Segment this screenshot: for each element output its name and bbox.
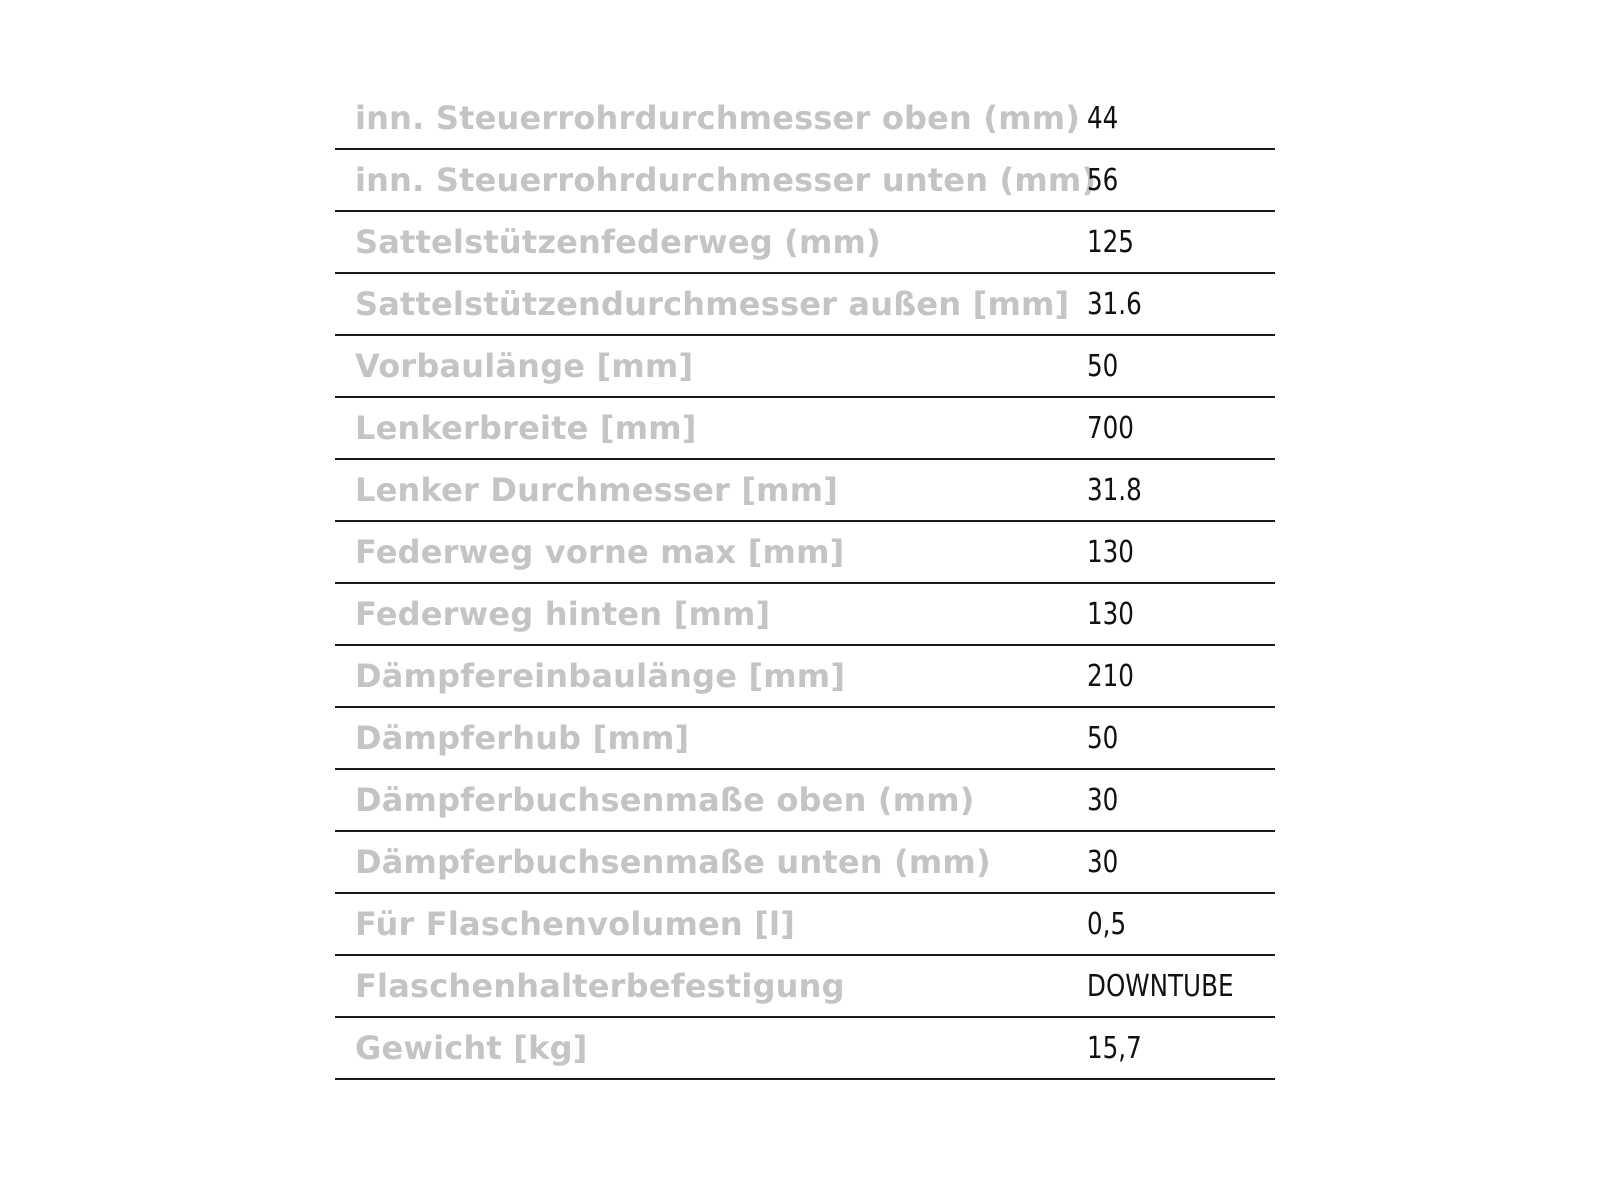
spec-label: Dämpferbuchsenmaße unten (mm): [355, 843, 991, 881]
spec-label: Federweg hinten [mm]: [355, 595, 771, 633]
spec-value: 700: [1087, 410, 1134, 446]
spec-row: [335, 460, 1275, 522]
spec-row: [335, 1018, 1275, 1080]
spec-value: 210: [1087, 658, 1134, 694]
spec-value: 30: [1087, 782, 1119, 818]
spec-label: Federweg vorne max [mm]: [355, 533, 845, 571]
spec-row: [335, 708, 1275, 770]
spec-value: 130: [1087, 534, 1134, 570]
spec-value: 50: [1087, 720, 1119, 756]
spec-row: [335, 398, 1275, 460]
spec-value: 15,7: [1087, 1030, 1142, 1066]
spec-label: Lenkerbreite [mm]: [355, 409, 697, 447]
spec-row: [335, 336, 1275, 398]
spec-row: [335, 150, 1275, 212]
spec-row: [335, 832, 1275, 894]
spec-label: Lenker Durchmesser [mm]: [355, 471, 839, 509]
spec-label: Flaschenhalterbefestigung: [355, 967, 845, 1005]
spec-value: 50: [1087, 348, 1119, 384]
spec-value: 30: [1087, 844, 1119, 880]
spec-label: Für Flaschenvolumen [l]: [355, 905, 796, 943]
spec-label: Sattelstützenfederweg (mm): [355, 223, 881, 261]
spec-value: 31.6: [1087, 286, 1142, 322]
spec-value: 130: [1087, 596, 1134, 632]
spec-value: 125: [1087, 224, 1134, 260]
spec-row: [335, 212, 1275, 274]
spec-value: DOWNTUBE: [1087, 968, 1234, 1004]
spec-label: inn. Steuerrohrdurchmesser unten (mm): [355, 161, 1097, 199]
spec-row: [335, 522, 1275, 584]
spec-row: [335, 646, 1275, 708]
spec-row: [335, 584, 1275, 646]
spec-label: Dämpfereinbaulänge [mm]: [355, 657, 846, 695]
spec-row: [335, 770, 1275, 832]
spec-label: Dämpferbuchsenmaße oben (mm): [355, 781, 975, 819]
spec-label: Vorbaulänge [mm]: [355, 347, 694, 385]
spec-label: Dämpferhub [mm]: [355, 719, 690, 757]
spec-row: [335, 274, 1275, 336]
spec-label: Sattelstützendurchmesser außen [mm]: [355, 285, 1070, 323]
spec-row: [335, 956, 1275, 1018]
spec-label: inn. Steuerrohrdurchmesser oben (mm): [355, 99, 1081, 137]
spec-row: [335, 894, 1275, 956]
spec-table: [335, 88, 1275, 1080]
spec-value: 0,5: [1087, 906, 1127, 942]
spec-value: 56: [1087, 162, 1119, 198]
spec-row: [335, 88, 1275, 150]
spec-value: 31.8: [1087, 472, 1142, 508]
spec-label: Gewicht [kg]: [355, 1029, 588, 1067]
spec-value: 44: [1087, 100, 1119, 136]
